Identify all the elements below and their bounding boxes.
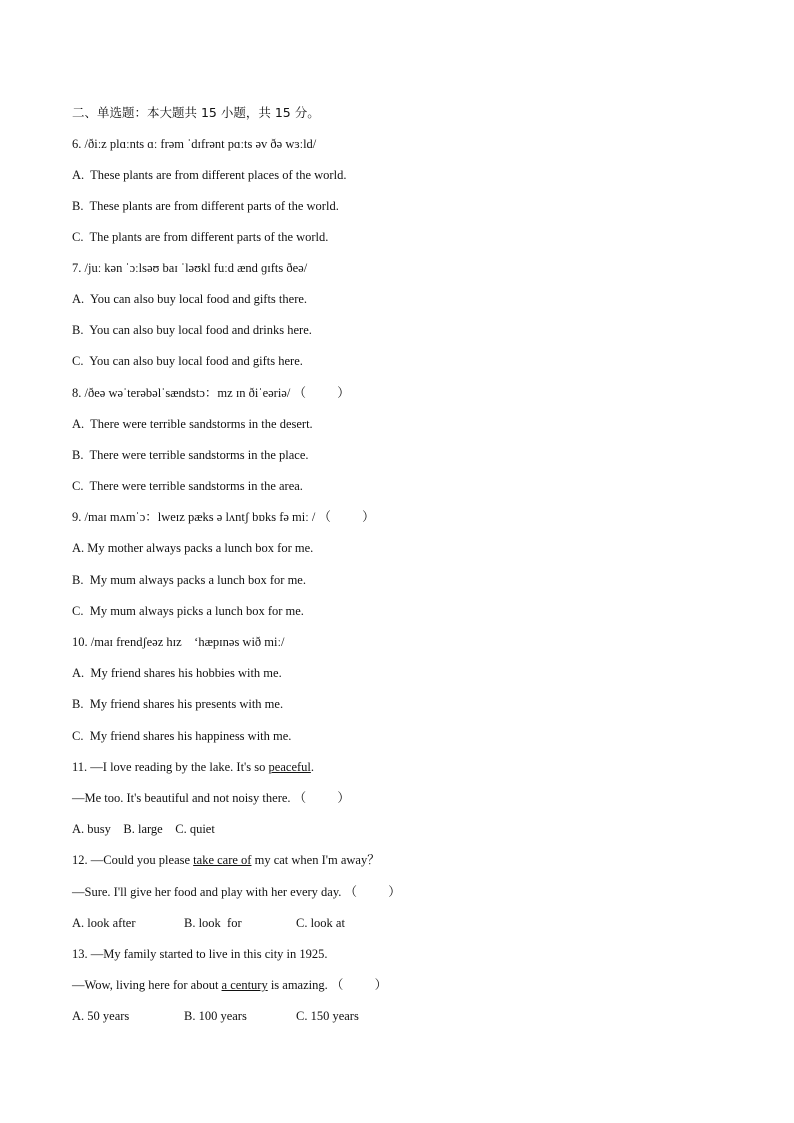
q10-option-c: C. My friend shares his happiness with me. <box>72 729 292 743</box>
q12-underlined-phrase: take care of <box>193 853 252 867</box>
q11-underlined-word: peaceful <box>268 760 311 774</box>
q11-reply: —Me too. It's beautiful and not noisy there. （ ） <box>72 791 350 805</box>
section-title: 二、单选题：本大题共 15 小题，共 15 分。 <box>72 105 320 120</box>
q9-option-a: A. My mother always packs a lunch box for me. <box>72 541 314 555</box>
q7-option-c: C. You can also buy local food and gifts here. <box>72 354 303 368</box>
q6-option-a: A. These plants are from different places of the world. <box>72 168 347 182</box>
q13-underlined-phrase: a century <box>221 978 268 992</box>
q13-option-c: C. 150 years <box>296 1009 359 1023</box>
q13-option-b: B. 100 years <box>184 1009 247 1023</box>
q11-stem <box>72 759 314 775</box>
q9-option-b: B. My mum always packs a lunch box for me. <box>72 573 306 587</box>
q12-option-b: B. look for <box>184 916 242 930</box>
q10-option-b: B. My friend shares his presents with me. <box>72 697 284 711</box>
q10-stem: 10. /maɪ frendʃeəz hɪz ‘hæpɪnəs wið miː/ <box>72 635 285 649</box>
q13-stem: 13. —My family started to live in this city in 1925. <box>72 947 328 961</box>
q12-option-a: A. look after <box>72 916 136 930</box>
q8-option-a: A. There were terrible sandstorms in the desert. <box>72 417 313 431</box>
q12-option-c: C. look at <box>296 916 345 930</box>
q12-stem-text: 12. —Could you please <box>72 853 194 867</box>
q11-stem-end: . <box>310 760 314 774</box>
q9-stem: 9. /maɪ mʌmˈɔ：lweɪz pæks ə lʌntʃ bɒks fə miː / （ ） <box>72 510 375 524</box>
q13-reply <box>72 977 387 993</box>
q8-option-c: C. There were terrible sandstorms in the area. <box>72 479 303 493</box>
q11-stem-text: 11. —I love reading by the lake. It's so <box>72 760 269 774</box>
q6-option-c: C. The plants are from different parts of the world. <box>72 230 329 244</box>
q13-reply-text: —Wow, living here for about <box>72 978 222 992</box>
q8-option-b: B. There were terrible sandstorms in the place. <box>72 448 309 462</box>
q11-options: A. busy B. large C. quiet <box>72 822 215 836</box>
q10-option-a: A. My friend shares his hobbies with me. <box>72 666 282 680</box>
q9-option-c: C. My mum always picks a lunch box for me. <box>72 604 304 618</box>
q13-option-a: A. 50 years <box>72 1009 130 1023</box>
q12-stem <box>72 852 380 868</box>
q7-option-b: B. You can also buy local food and drinks here. <box>72 323 312 337</box>
q12-stem-end: my cat when I'm away？ <box>251 853 380 867</box>
q6-stem: 6. /ðiːz plɑːnts ɑː frəm ˈdɪfrənt pɑːts əv ðə wɜːld/ <box>72 137 317 151</box>
q7-option-a: A. You can also buy local food and gifts there. <box>72 292 308 306</box>
q6-option-b: B. These plants are from different parts of the world. <box>72 199 339 213</box>
q7-stem: 7. /juː kən ˈɔːlsəʊ baɪ ˈləʊkl fuːd ænd ɡɪfts ðeə/ <box>72 261 308 275</box>
q13-reply-end: is amazing. （ ） <box>267 978 388 992</box>
q8-stem: 8. /ðeə wəˈterəbəlˈsændstɔ：mz ɪn ðiˈeəriə/ （ ） <box>72 386 350 400</box>
q12-reply: —Sure. I'll give her food and play with her every day. （ ） <box>72 885 401 899</box>
